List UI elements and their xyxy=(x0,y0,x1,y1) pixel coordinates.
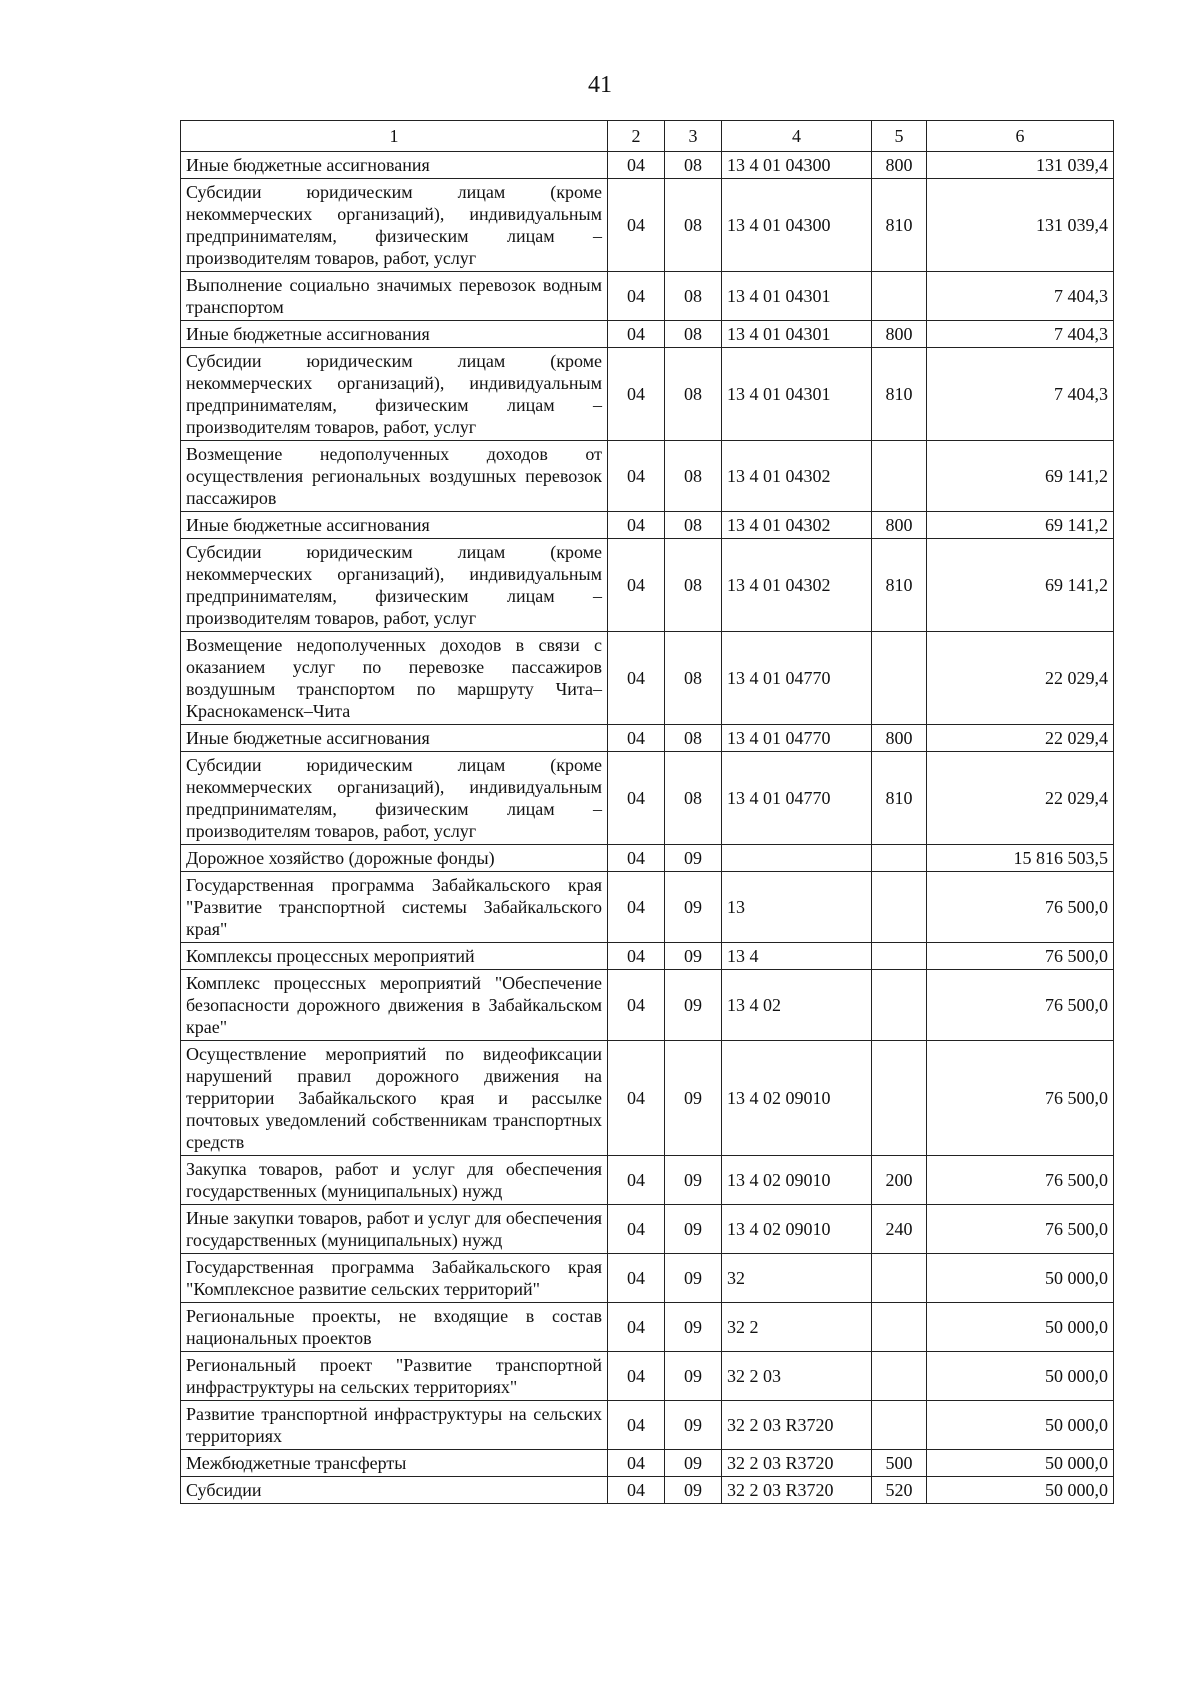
budget-table xyxy=(180,120,1114,1504)
amount-cell: 7 404,3 xyxy=(927,272,1114,321)
expense-type-code-cell xyxy=(872,943,927,970)
table-row xyxy=(181,872,1114,943)
subsection-code-cell: 08 xyxy=(665,725,722,752)
subsection-code-cell: 09 xyxy=(665,845,722,872)
target-article-code-cell: 13 4 01 04301 xyxy=(722,321,872,348)
amount-cell: 76 500,0 xyxy=(927,1041,1114,1156)
target-article-code-cell: 13 4 02 xyxy=(722,970,872,1041)
amount-cell: 50 000,0 xyxy=(927,1303,1114,1352)
subsection-code-cell: 09 xyxy=(665,1156,722,1205)
target-article-code-cell: 32 2 03 R3720 xyxy=(722,1401,872,1450)
target-article-code-cell: 32 xyxy=(722,1254,872,1303)
row-name-cell: Региональные проекты, не входящие в состав национальных проектов xyxy=(181,1303,608,1352)
expense-type-code-cell: 810 xyxy=(872,752,927,845)
target-article-code-cell: 13 4 01 04301 xyxy=(722,272,872,321)
row-name-cell: Осуществление мероприятий по видеофиксации нарушений правил дорожного движения на территории Забайкальского края и рассылке почтовых уведомлений собственникам транспортных средств xyxy=(181,1041,608,1156)
target-article-code-cell: 13 xyxy=(722,872,872,943)
expense-type-code-cell: 800 xyxy=(872,321,927,348)
row-name-cell: Возмещение недополученных доходов от осуществления региональных воздушных перевозок пассажиров xyxy=(181,441,608,512)
target-article-code-cell: 32 2 03 R3720 xyxy=(722,1477,872,1504)
subsection-code-cell: 09 xyxy=(665,1450,722,1477)
column-header-6: 6 xyxy=(927,121,1114,152)
subsection-code-cell: 09 xyxy=(665,872,722,943)
subsection-code-cell: 08 xyxy=(665,539,722,632)
table-row xyxy=(181,272,1114,321)
subsection-code-cell: 08 xyxy=(665,179,722,272)
target-article-code-cell: 13 4 01 04770 xyxy=(722,752,872,845)
section-code-cell: 04 xyxy=(608,1254,665,1303)
row-name-cell: Иные бюджетные ассигнования xyxy=(181,512,608,539)
section-code-cell: 04 xyxy=(608,1450,665,1477)
expense-type-code-cell xyxy=(872,1401,927,1450)
row-name-cell: Субсидии юридическим лицам (кроме некоммерческих организаций), индивидуальным предпринимателям, физическим лицам – производителям товаров, работ, услуг xyxy=(181,539,608,632)
section-code-cell: 04 xyxy=(608,1303,665,1352)
subsection-code-cell: 09 xyxy=(665,1477,722,1504)
row-name-cell: Государственная программа Забайкальского края "Развитие транспортной системы Забайкальского края" xyxy=(181,872,608,943)
section-code-cell: 04 xyxy=(608,321,665,348)
target-article-code-cell: 32 2 xyxy=(722,1303,872,1352)
column-header-3: 3 xyxy=(665,121,722,152)
target-article-code-cell: 13 4 01 04770 xyxy=(722,725,872,752)
table-row xyxy=(181,1401,1114,1450)
expense-type-code-cell xyxy=(872,970,927,1041)
table-row xyxy=(181,970,1114,1041)
section-code-cell: 04 xyxy=(608,512,665,539)
column-header-1: 1 xyxy=(181,121,608,152)
amount-cell: 69 141,2 xyxy=(927,441,1114,512)
target-article-code-cell: 13 4 01 04300 xyxy=(722,179,872,272)
row-name-cell: Субсидии xyxy=(181,1477,608,1504)
section-code-cell: 04 xyxy=(608,970,665,1041)
amount-cell: 50 000,0 xyxy=(927,1401,1114,1450)
section-code-cell: 04 xyxy=(608,152,665,179)
table-row xyxy=(181,1254,1114,1303)
table-header xyxy=(181,121,1114,152)
amount-cell: 22 029,4 xyxy=(927,725,1114,752)
expense-type-code-cell: 520 xyxy=(872,1477,927,1504)
table-row xyxy=(181,1156,1114,1205)
section-code-cell: 04 xyxy=(608,272,665,321)
section-code-cell: 04 xyxy=(608,1401,665,1450)
subsection-code-cell: 08 xyxy=(665,512,722,539)
expense-type-code-cell: 800 xyxy=(872,725,927,752)
row-name-cell: Комплекс процессных мероприятий "Обеспечение безопасности дорожного движения в Забайкальском крае" xyxy=(181,970,608,1041)
target-article-code-cell: 13 4 01 04302 xyxy=(722,512,872,539)
section-code-cell: 04 xyxy=(608,539,665,632)
row-name-cell: Иные бюджетные ассигнования xyxy=(181,725,608,752)
table-row xyxy=(181,1041,1114,1156)
row-name-cell: Закупка товаров, работ и услуг для обеспечения государственных (муниципальных) нужд xyxy=(181,1156,608,1205)
table-row xyxy=(181,1205,1114,1254)
amount-cell: 50 000,0 xyxy=(927,1477,1114,1504)
target-article-code-cell: 32 2 03 xyxy=(722,1352,872,1401)
expense-type-code-cell: 800 xyxy=(872,152,927,179)
section-code-cell: 04 xyxy=(608,943,665,970)
table-row xyxy=(181,845,1114,872)
amount-cell: 50 000,0 xyxy=(927,1254,1114,1303)
subsection-code-cell: 09 xyxy=(665,970,722,1041)
target-article-code-cell: 13 4 02 09010 xyxy=(722,1041,872,1156)
row-name-cell: Региональный проект "Развитие транспортной инфраструктуры на сельских территориях" xyxy=(181,1352,608,1401)
table-body xyxy=(181,152,1114,1504)
table-row xyxy=(181,632,1114,725)
row-name-cell: Иные бюджетные ассигнования xyxy=(181,152,608,179)
target-article-code-cell: 13 4 01 04770 xyxy=(722,632,872,725)
expense-type-code-cell: 500 xyxy=(872,1450,927,1477)
table-row xyxy=(181,1477,1114,1504)
target-article-code-cell: 13 4 xyxy=(722,943,872,970)
amount-cell: 22 029,4 xyxy=(927,632,1114,725)
section-code-cell: 04 xyxy=(608,725,665,752)
subsection-code-cell: 08 xyxy=(665,272,722,321)
table-row xyxy=(181,752,1114,845)
expense-type-code-cell xyxy=(872,845,927,872)
expense-type-code-cell: 800 xyxy=(872,512,927,539)
target-article-code-cell: 13 4 01 04301 xyxy=(722,348,872,441)
row-name-cell: Дорожное хозяйство (дорожные фонды) xyxy=(181,845,608,872)
expense-type-code-cell: 810 xyxy=(872,539,927,632)
table-row xyxy=(181,348,1114,441)
section-code-cell: 04 xyxy=(608,1205,665,1254)
target-article-code-cell: 13 4 02 09010 xyxy=(722,1205,872,1254)
section-code-cell: 04 xyxy=(608,845,665,872)
header-row xyxy=(181,121,1114,152)
page-number: 41 xyxy=(588,72,612,98)
row-name-cell: Выполнение социально значимых перевозок водным транспортом xyxy=(181,272,608,321)
amount-cell: 69 141,2 xyxy=(927,512,1114,539)
subsection-code-cell: 09 xyxy=(665,1205,722,1254)
section-code-cell: 04 xyxy=(608,179,665,272)
expense-type-code-cell xyxy=(872,1041,927,1156)
row-name-cell: Субсидии юридическим лицам (кроме некоммерческих организаций), индивидуальным предпринимателям, физическим лицам – производителям товаров, работ, услуг xyxy=(181,752,608,845)
row-name-cell: Иные закупки товаров, работ и услуг для обеспечения государственных (муниципальных) нужд xyxy=(181,1205,608,1254)
expense-type-code-cell xyxy=(872,1303,927,1352)
column-header-4: 4 xyxy=(722,121,872,152)
subsection-code-cell: 09 xyxy=(665,1303,722,1352)
subsection-code-cell: 09 xyxy=(665,1352,722,1401)
amount-cell: 76 500,0 xyxy=(927,872,1114,943)
table-row xyxy=(181,943,1114,970)
row-name-cell: Комплексы процессных мероприятий xyxy=(181,943,608,970)
table-row xyxy=(181,725,1114,752)
section-code-cell: 04 xyxy=(608,441,665,512)
amount-cell: 69 141,2 xyxy=(927,539,1114,632)
subsection-code-cell: 09 xyxy=(665,1041,722,1156)
table-row xyxy=(181,1303,1114,1352)
column-header-2: 2 xyxy=(608,121,665,152)
amount-cell: 22 029,4 xyxy=(927,752,1114,845)
target-article-code-cell xyxy=(722,845,872,872)
target-article-code-cell: 13 4 01 04302 xyxy=(722,539,872,632)
subsection-code-cell: 08 xyxy=(665,441,722,512)
target-article-code-cell: 13 4 01 04302 xyxy=(722,441,872,512)
amount-cell: 7 404,3 xyxy=(927,348,1114,441)
row-name-cell: Государственная программа Забайкальского края "Комплексное развитие сельских территорий" xyxy=(181,1254,608,1303)
expense-type-code-cell xyxy=(872,1352,927,1401)
amount-cell: 50 000,0 xyxy=(927,1450,1114,1477)
expense-type-code-cell: 200 xyxy=(872,1156,927,1205)
amount-cell: 50 000,0 xyxy=(927,1352,1114,1401)
expense-type-code-cell: 810 xyxy=(872,179,927,272)
row-name-cell: Субсидии юридическим лицам (кроме некоммерческих организаций), индивидуальным предпринимателям, физическим лицам – производителям товаров, работ, услуг xyxy=(181,348,608,441)
row-name-cell: Возмещение недополученных доходов в связи с оказанием услуг по перевозке пассажиров воздушным транспортом по маршруту Чита–Краснокаменск–Чита xyxy=(181,632,608,725)
amount-cell: 76 500,0 xyxy=(927,970,1114,1041)
amount-cell: 76 500,0 xyxy=(927,1205,1114,1254)
table-row xyxy=(181,441,1114,512)
section-code-cell: 04 xyxy=(608,1156,665,1205)
table-row xyxy=(181,152,1114,179)
subsection-code-cell: 09 xyxy=(665,1254,722,1303)
section-code-cell: 04 xyxy=(608,1041,665,1156)
section-code-cell: 04 xyxy=(608,872,665,943)
amount-cell: 15 816 503,5 xyxy=(927,845,1114,872)
section-code-cell: 04 xyxy=(608,348,665,441)
amount-cell: 76 500,0 xyxy=(927,943,1114,970)
subsection-code-cell: 09 xyxy=(665,1401,722,1450)
expense-type-code-cell xyxy=(872,632,927,725)
table-row xyxy=(181,539,1114,632)
table-row xyxy=(181,321,1114,348)
subsection-code-cell: 09 xyxy=(665,943,722,970)
amount-cell: 131 039,4 xyxy=(927,179,1114,272)
amount-cell: 131 039,4 xyxy=(927,152,1114,179)
row-name-cell: Иные бюджетные ассигнования xyxy=(181,321,608,348)
column-header-5: 5 xyxy=(872,121,927,152)
target-article-code-cell: 32 2 03 R3720 xyxy=(722,1450,872,1477)
expense-type-code-cell xyxy=(872,872,927,943)
expense-type-code-cell xyxy=(872,1254,927,1303)
section-code-cell: 04 xyxy=(608,632,665,725)
expense-type-code-cell: 810 xyxy=(872,348,927,441)
section-code-cell: 04 xyxy=(608,1352,665,1401)
subsection-code-cell: 08 xyxy=(665,632,722,725)
row-name-cell: Развитие транспортной инфраструктуры на сельских территориях xyxy=(181,1401,608,1450)
expense-type-code-cell xyxy=(872,441,927,512)
subsection-code-cell: 08 xyxy=(665,321,722,348)
row-name-cell: Межбюджетные трансферты xyxy=(181,1450,608,1477)
expense-type-code-cell xyxy=(872,272,927,321)
table-row xyxy=(181,512,1114,539)
subsection-code-cell: 08 xyxy=(665,752,722,845)
table-row xyxy=(181,1450,1114,1477)
expense-type-code-cell: 240 xyxy=(872,1205,927,1254)
subsection-code-cell: 08 xyxy=(665,348,722,441)
amount-cell: 7 404,3 xyxy=(927,321,1114,348)
section-code-cell: 04 xyxy=(608,1477,665,1504)
section-code-cell: 04 xyxy=(608,752,665,845)
target-article-code-cell: 13 4 01 04300 xyxy=(722,152,872,179)
target-article-code-cell: 13 4 02 09010 xyxy=(722,1156,872,1205)
row-name-cell: Субсидии юридическим лицам (кроме некоммерческих организаций), индивидуальным предпринимателям, физическим лицам – производителям товаров, работ, услуг xyxy=(181,179,608,272)
table-row xyxy=(181,179,1114,272)
subsection-code-cell: 08 xyxy=(665,152,722,179)
amount-cell: 76 500,0 xyxy=(927,1156,1114,1205)
table-row xyxy=(181,1352,1114,1401)
